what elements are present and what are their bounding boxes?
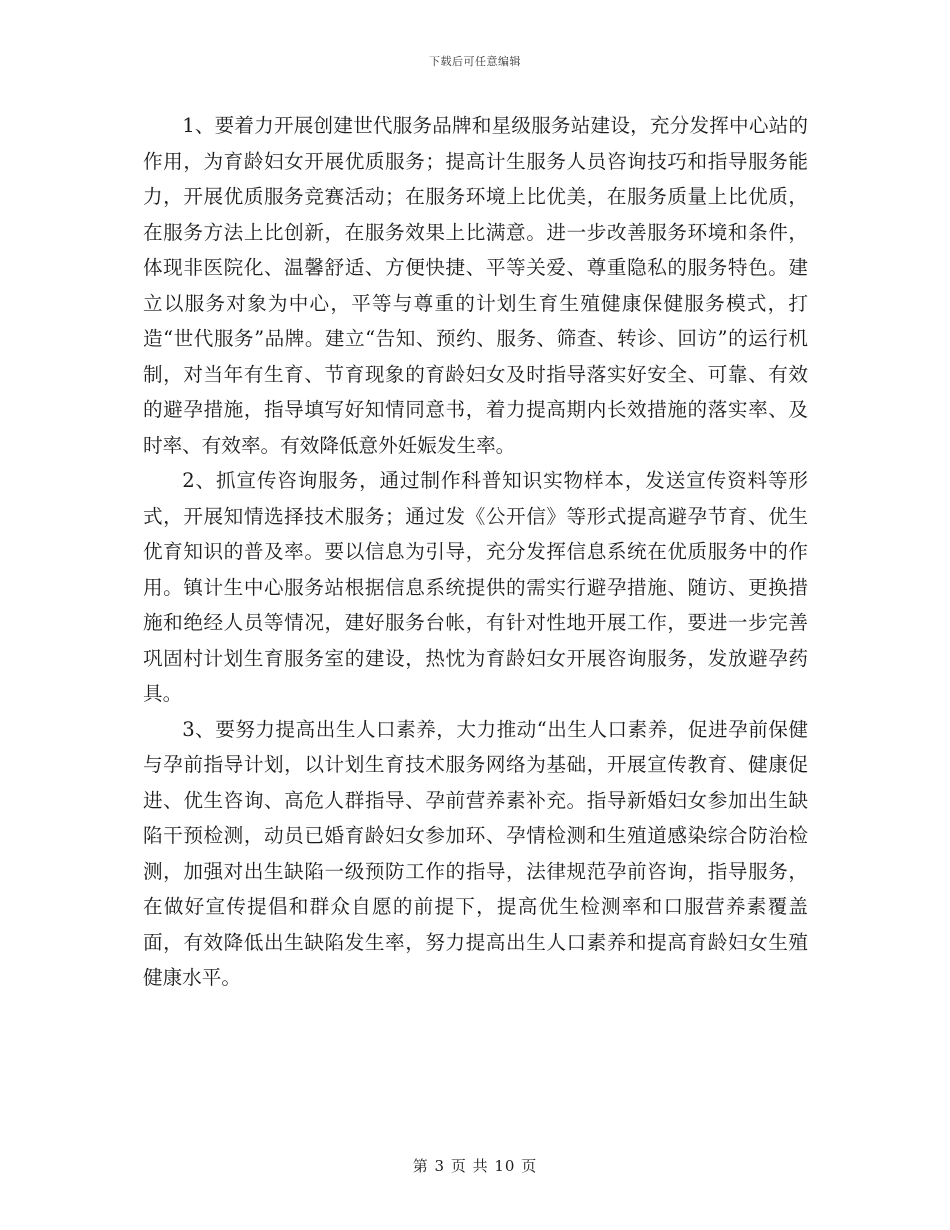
paragraph-2: 2、抓宣传咨询服务，通过制作科普知识实物样本，发送宣传资料等形式，开展知情选择技术服务；通过发《公开信》等形式提高避孕节育、优生优育知识的普及率。要以信息为引导，充分发挥信息系统在优质服务中的作用。镇计生中心服务站根据信息系统提供的需实行避孕措施、随访、更换措施和绝经人员等情况，建好服务台帐，有针对性地开展工作，要进一步完善巩固村计划生育服务室的建设，热忱为育龄妇女开展咨询服务，发放避孕药具。 [143,469,808,705]
page-header: 下载后可任意编辑 [429,55,521,68]
document-body [143,108,808,996]
page-number-footer: 第 3 页 共 10 页 [412,1157,538,1175]
paragraph-3: 3、要努力提高出生人口素养，大力推动“出生人口素养，促进孕前保健与孕前指导计划，以计划生育技术服务网络为基础，开展宣传教育、健康促进、优生咨询、高危人群指导、孕前营养素补充。指导新婚妇女参加出生缺陷干预检测，动员已婚育龄妇女参加环、孕情检测和生殖道感染综合防治检测，加强对出生缺陷一级预防工作的指导，法律规范孕前咨询，指导服务，在做好宣传提倡和群众自愿的前提下，提高优生检测率和口服营养素覆盖面，有效降低出生缺陷发生率，努力提高出生人口素养和提高育龄妇女生殖健康水平。 [143,717,808,989]
paragraph-1: 1、要着力开展创建世代服务品牌和星级服务站建设，充分发挥中心站的作用，为育龄妇女开展优质服务；提高计生服务人员咨询技巧和指导服务能力，开展优质服务竞赛活动；在服务环境上比优美，在服务质量上比优质，在服务方法上比创新，在服务效果上比满意。进一步改善服务环境和条件，体现非医院化、温馨舒适、方便快捷、平等关爱、尊重隐私的服务特色。建立以服务对象为中心，平等与尊重的计划生育生殖健康保健服务模式，打造“世代服务”品牌。建立“告知、预约、服务、筛查、转诊、回访”的运行机制，对当年有生育、节育现象的育龄妇女及时指导落实好安全、可靠、有效的避孕措施，指导填写好知情同意书，着力提高期内长效措施的落实率、及时率、有效率。有效降低意外妊娠发生率。 [143,114,808,457]
